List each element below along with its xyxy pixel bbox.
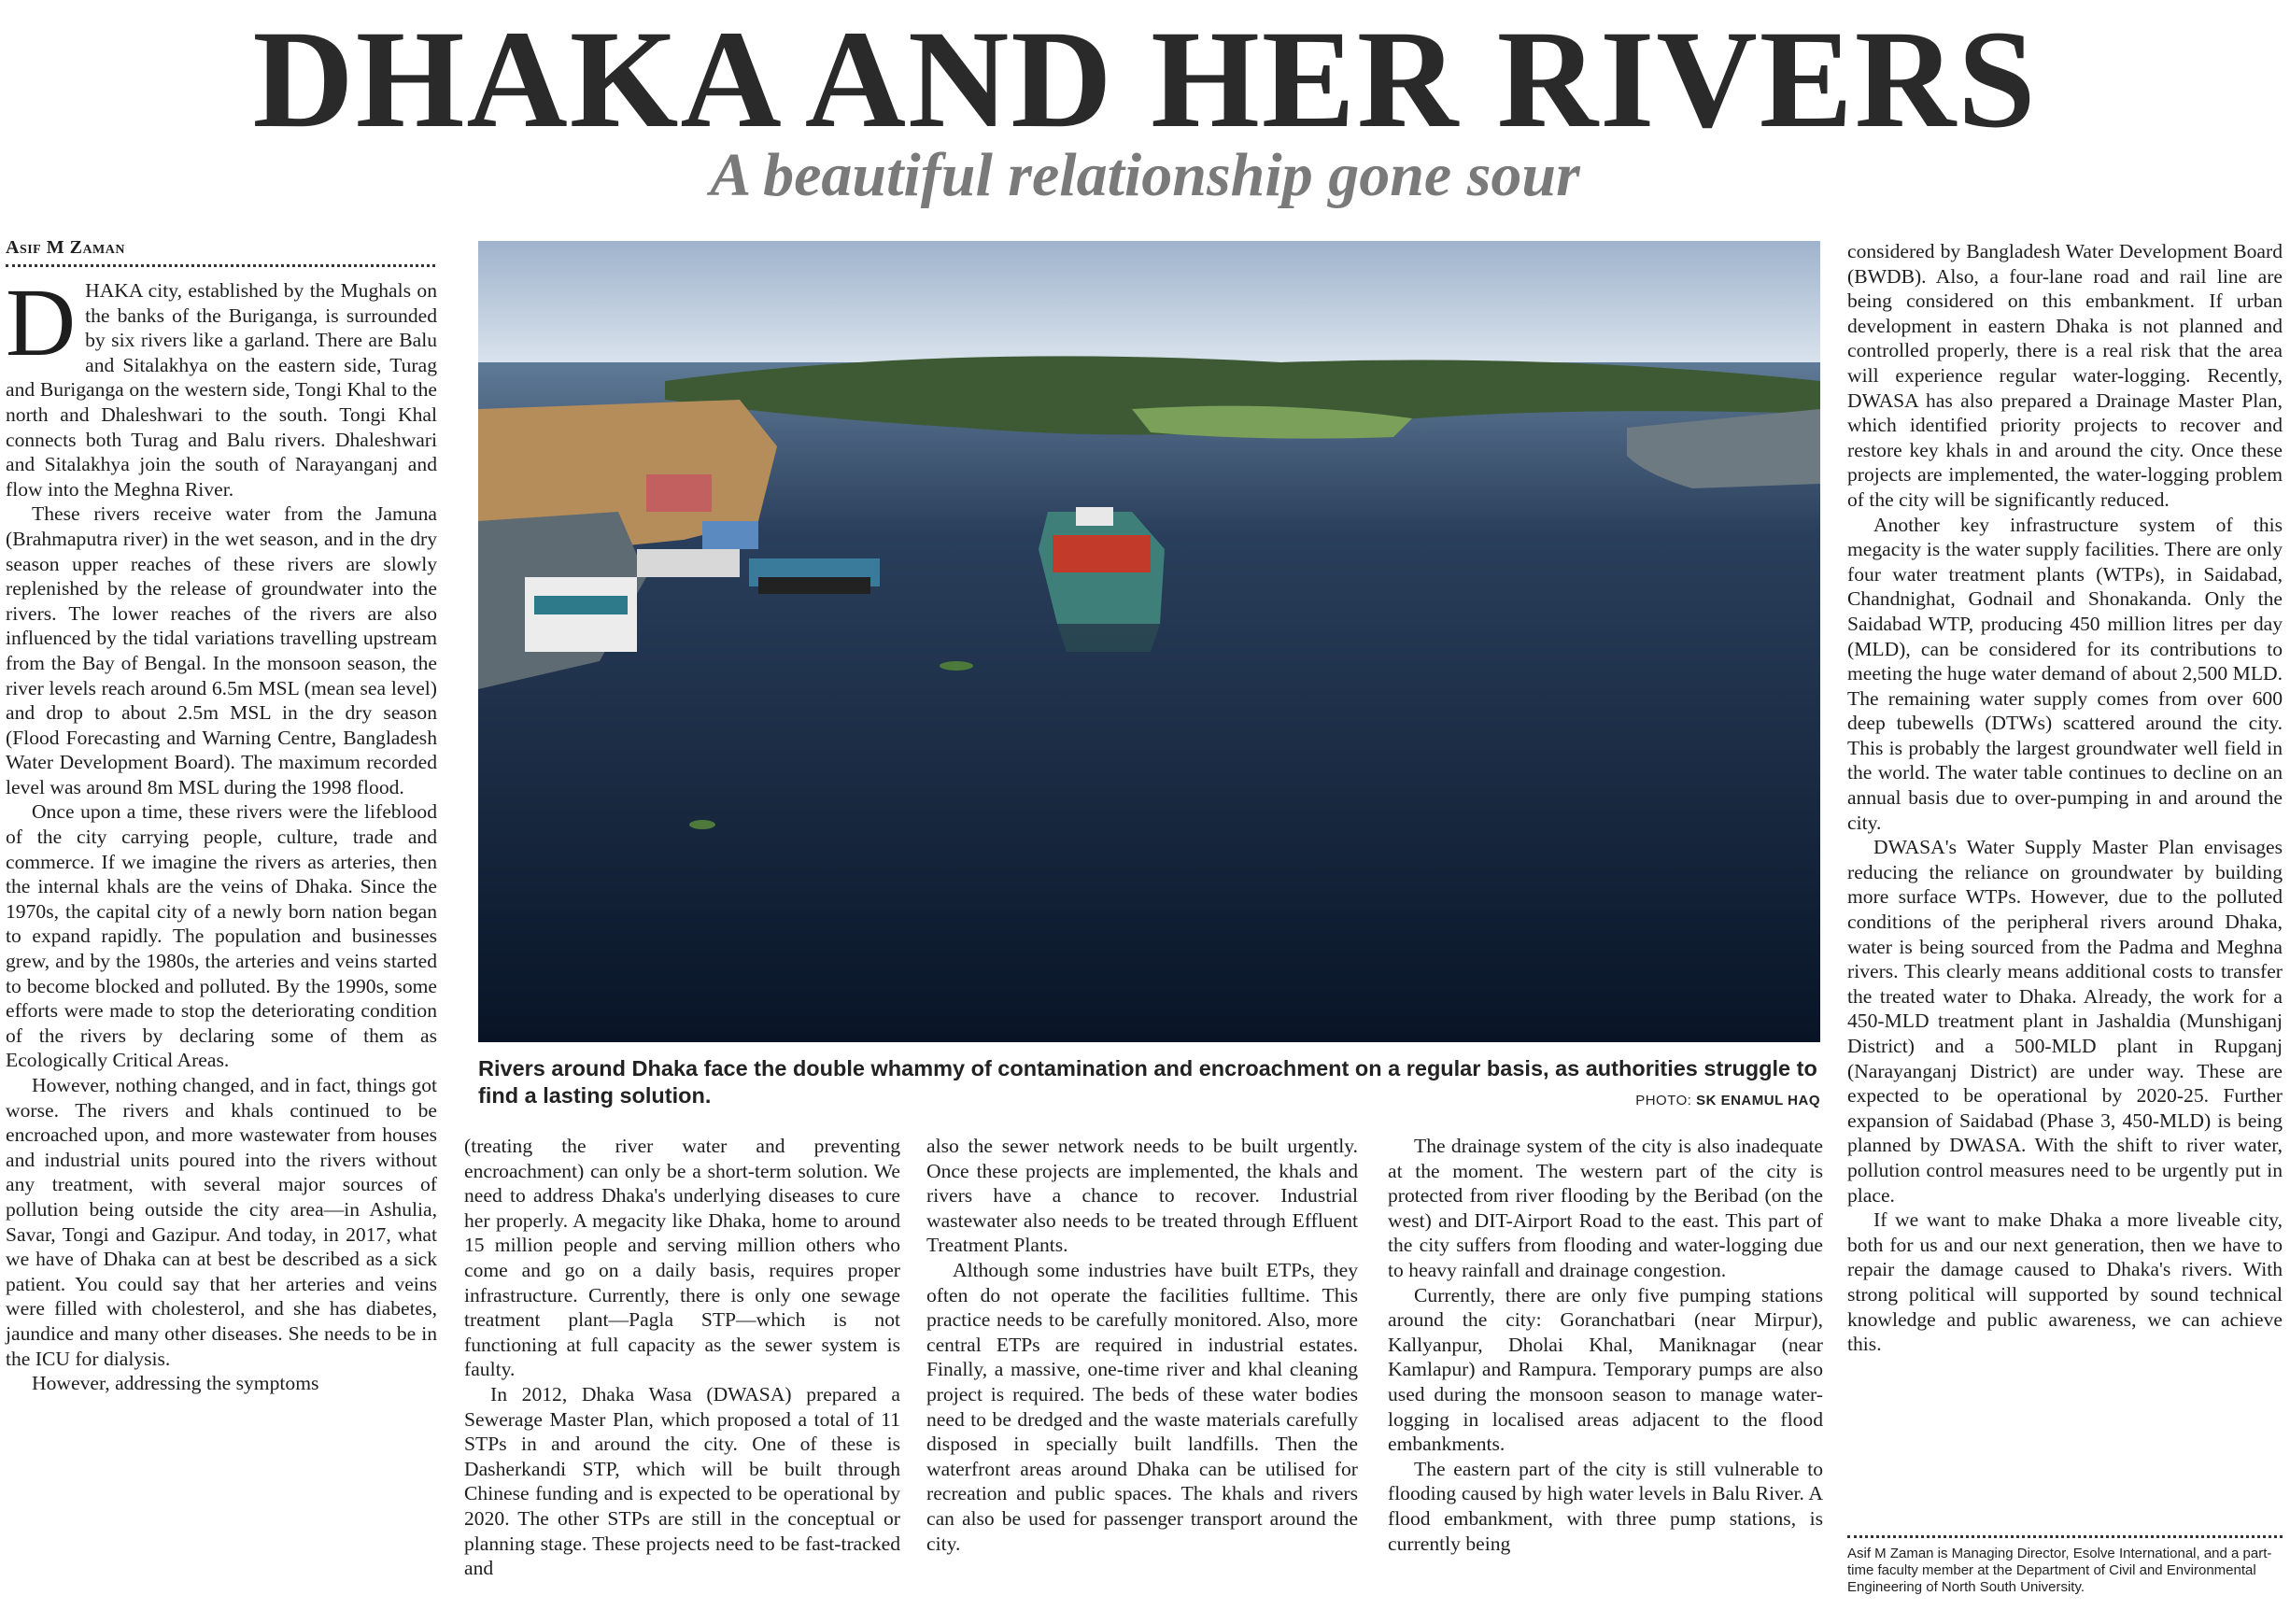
paragraph-5-3: DWASA's Water Supply Master Plan envisages reducing the reliance on groundwater by building more surface WTPs. However, due to the polluted conditions of the peripheral rivers around Dhaka, water is being sourced from the Padma and Meghna rivers. This clearly means additional costs to transfer the treated water to Dhaka. Already, the work for a 450-MLD treatment plant in Jashaldia (Munshiganj District) and a 500-MLD plant in Rupganj (Narayanganj District) are under way. These are expected to be operational by 2020-25. Further expansion of Saidabad (Phase 3, 450-MLD) is being planned by DWASA. With the shift to river water, pollution control measures need to be urgently put in place. [1847, 836, 2283, 1207]
paragraph-3-1: also the sewer network needs to be built urgently. Once these projects are implemented, the khals and rivers have a chance to recover. Industrial wastewater also needs to be treated through Effluent Treatment Plants. [926, 1135, 1358, 1257]
paragraph-4-3: The eastern part of the city is still vulnerable to flooding caused by high water levels in Balu River. A flood embankment, with three pump stations, is currently being [1388, 1457, 1823, 1555]
photo-caption: Rivers around Dhaka face the double whammy of contamination and encroachment on a regular basis, as authorities struggle to find a lasting solution. [478, 1056, 1817, 1108]
headline: DHAKA AND HER RIVERS [252, 2, 2038, 157]
column-1 [6, 269, 437, 1396]
column-3 [926, 1134, 1358, 1556]
paragraph-2-2: In 2012, Dhaka Wasa (DWASA) prepared a Sewerage Master Plan, which proposed a total of 11 STPs in and around the city. One of these is Dasherkandi STP, which will be built through Chinese funding and is expected to be operational by 2020. The other STPs are still in the conceptual or planning stage. These projects need to be fast-tracked and [464, 1382, 900, 1580]
paragraph-3-2: Although some industries have built ETPs, they often do not operate the facilities fulltime. This practice needs to be carefully monitored. Also, more central ETPs are required in industrial estates. Finally, a massive, one-time river and khal cleaning project is required. The beds of these water bodies need to be dredged and the waste materials carefully disposed in specially built landfills. Then the waterfront areas around Dhaka can be utilised for recreation and public spaces. The khals and rivers can also be used for passenger transport around the city. [926, 1258, 1358, 1555]
paragraph-2-1: (treating the river water and preventing encroachment) can only be a short-term solution. We need to address Dhaka's underlying diseases to cure her properly. A megacity like Dhaka, home to around 15 million people and serving million others who come and go on a daily basis, requires proper infrastructure. Currently, there is only one sewage treatment plant—Pagla STP—which is not functioning at full capacity as the sewer system is faulty. [464, 1135, 900, 1381]
paragraph-4-2: Currently, there are only five pumping stations around the city: Goranchatbari (near Mirpur), Kallyanpur, Dholai Khal, Maniknagar (near Kamlapur) and Rampura. Temporary pumps are also used during the monsoon season to manage water-logging in localised areas adjacent to the flood embankments. [1388, 1283, 1823, 1456]
byline: Asif M Zaman [6, 237, 435, 267]
paragraph-5-4: If we want to make Dhaka a more liveable city, both for us and our next generation, then we have to repair the damage caused to Dhaka's rivers. With strong political will supported by sound technical knowledge and public awareness, we can achieve this. [1847, 1208, 2283, 1356]
column-2 [464, 1134, 900, 1581]
paragraph-5-1: considered by Bangladesh Water Development Board (BWDB). Also, a four-lane road and rail line are being considered on this embankment. If urban development in eastern Dhaka is not planned and controlled properly, there is a real risk that the area will experience regular water-logging. Recently, DWASA has also prepared a Drainage Master Plan, which identified priority projects to recover and restore key khals in and around the city. Once these projects are implemented, the water-logging problem of the city will be significantly reduced. [1847, 240, 2283, 511]
paragraph-5-2: Another key infrastructure system of this megacity is the water supply facilities. There are only four water treatment plants (WTPs), in Saidabad, Chandnighat, Godnail and Shonakanda. Only the Saidabad WTP, producing 450 million litres per day (MLD), can be considered for its contributions to meeting the huge water demand of about 2,500 MLD. The remaining water supply comes from over 600 deep tubewells (DTWs) scattered around the city. This is probably the largest groundwater well field in the world. The water table continues to decline on an annual basis due to over-pumping in and around the city. [1847, 513, 2283, 834]
photo-credit: PHOTO: SK ENAMUL HAQ [1635, 1093, 1820, 1109]
paragraph-1-5: However, addressing the symptoms [32, 1372, 319, 1395]
paragraph-1-3: Once upon a time, these rivers were the lifeblood of the city carrying people, culture, trade and commerce. If we imagine the rivers as arteries, then the internal khals are the veins of Dhaka. Since the 1970s, the capital city of a newly born nation began to expand rapidly. The population and businesses grew, and by the 1980s, the arteries and veins started to become blocked and polluted. By the 1990s, some efforts were made to stop the deteriorating condition of the rivers by declaring some of them as Ecologically Critical Areas. [6, 800, 437, 1072]
paragraph-1-2: These rivers receive water from the Jamuna (Brahmaputra river) in the wet season, and in the dry season upper reaches of these rivers are slowly replenished by the release of groundwater into the rivers. The lower reaches of the rivers are also influenced by the tidal variations travelling upstream from the Bay of Bengal. In the monsoon season, the river levels reach around 6.5m MSL (mean sea level) and drop to about 2.5m MSL in the dry season (Flood Forecasting and Warning Centre, Bangladesh Water Development Board). The maximum recorded level was around 8m MSL during the 1998 flood. [6, 502, 437, 798]
river-photo [478, 241, 1820, 1042]
paragraph-1-4: However, nothing changed, and in fact, things got worse. The rivers and khals continued to be encroached upon, and more wastewater from houses and industrial units poured into the rivers without any treatment, with several major sources of pollution being outside the city area—in Ashulia, Savar, Tongi and Gazipur. And today, in 2017, what we have of Dhaka can at best be described as a sick patient. You could say that her arteries and veins were filled with cholesterol, and she has diabetes, jaundice and many other diseases. She needs to be in the ICU for dialysis. [6, 1074, 437, 1370]
column-4 [1388, 1134, 1823, 1556]
paragraph-1-1: DHAKA city, established by the Mughals on the banks of the Buriganga, is surrounded by six rivers like a garland. There are Balu and Sitalakhya on the eastern side, Turag and Buriganga on the western side, Tongi Khal to the north and Dhaleshwari to the south. Tongi Khal connects both Turag and Balu rivers. Dhaleshwari and Sitalakhya join the south of Narayanganj and flow into the Meghna River. [6, 269, 437, 501]
author-note: Asif M Zaman is Managing Director, Esolve International, and a part-time faculty member at the Department of Civil and Environmental Engineering of North South University. [1847, 1535, 2283, 1596]
paragraph-4-1: The drainage system of the city is also inadequate at the moment. The western part of the city is protected from river flooding by the Beribad (on the west) and DIT-Airport Road to the east. This part of the city suffers from flooding and water-logging due to heavy rainfall and drainage congestion. [1388, 1135, 1823, 1281]
subheadline: A beautiful relationship gone sour [710, 141, 1580, 209]
drop-cap: D [6, 269, 77, 376]
column-5 [1847, 239, 2283, 1357]
